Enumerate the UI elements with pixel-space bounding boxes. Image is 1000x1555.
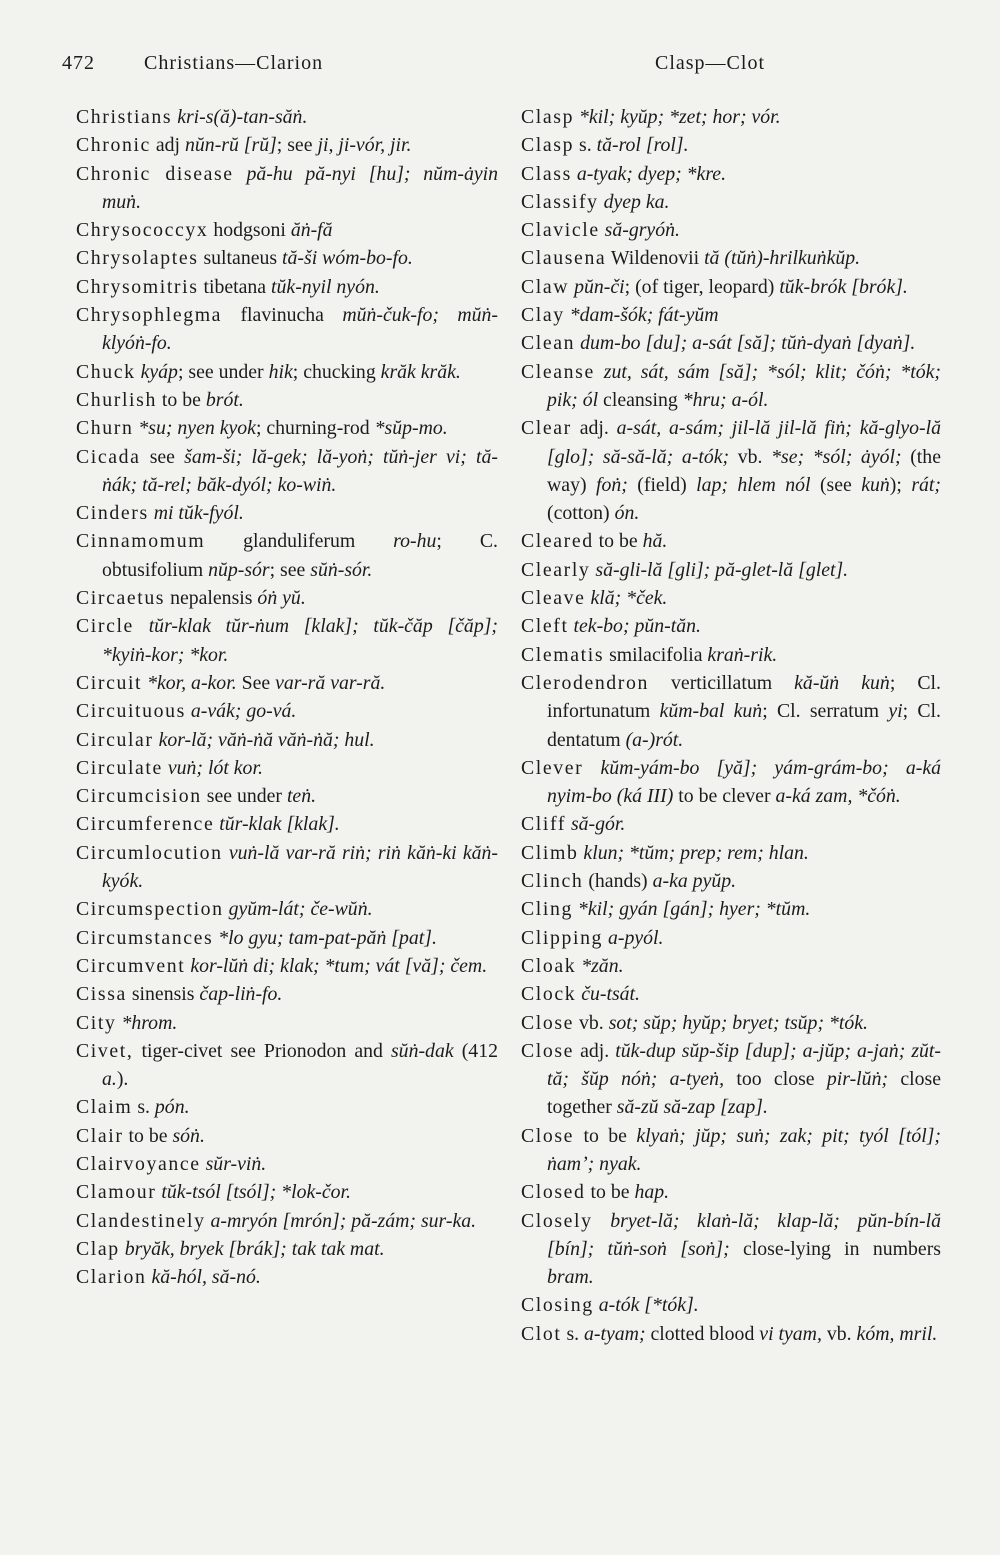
entry-headword: Class	[521, 162, 572, 185]
dictionary-entry	[76, 839, 498, 896]
lepcha-text: tŭr-klak tŭr-ṅum [klak]; tŭk-čăp [čăp]; *kyiṅ-kor; *kor.	[102, 615, 498, 666]
entry-headword: Clandestinely	[76, 1209, 206, 1232]
lepcha-text: ji, ji-vór, jir.	[317, 134, 412, 157]
lepcha-text: kyáp	[140, 360, 178, 383]
dictionary-entry	[76, 782, 498, 810]
left-column	[76, 103, 498, 1291]
lepcha-text: bryăk, bryek [brák]; tak tak mat.	[124, 1237, 385, 1260]
dictionary-entry	[76, 726, 498, 754]
entry-headword: Close	[521, 1011, 575, 1034]
lepcha-text: nŭn-rŭ [rŭ]	[185, 134, 277, 157]
entry-headword: Cinders	[76, 502, 149, 525]
lepcha-text: tă-rol [rol].	[596, 134, 689, 157]
lepcha-text: tŭk-nyil nyón.	[271, 275, 380, 298]
entry-headword: Clematis	[521, 643, 605, 666]
english-text: );	[889, 473, 912, 496]
dictionary-entry	[76, 1122, 498, 1150]
english-text: to be clever	[673, 785, 776, 808]
entry-headword: Chrysomitris	[76, 275, 199, 298]
lepcha-text: foṅ;	[595, 473, 628, 496]
lepcha-text: kóm, mril.	[856, 1322, 938, 1345]
entry-headword: Closely	[521, 1209, 593, 1232]
dictionary-entry	[521, 1037, 941, 1122]
dictionary-entry	[76, 584, 498, 612]
lepcha-text: yi	[888, 700, 903, 723]
entry-headword: Clamour	[76, 1181, 157, 1204]
english-text: adj.	[579, 417, 617, 440]
lepcha-text: čap-liṅ-fo.	[199, 983, 283, 1006]
lepcha-text: lap; hlem nól	[696, 473, 811, 496]
lepcha-text: a-ká zam, *čóṅ.	[775, 785, 901, 808]
dictionary-entry	[76, 1178, 498, 1206]
dictionary-entry	[521, 1178, 941, 1206]
entry-headword: Cleft	[521, 615, 569, 638]
dictionary-entry	[76, 386, 498, 414]
dictionary-entry	[76, 980, 498, 1008]
english-text: to be	[583, 1124, 637, 1147]
english-text: flavinucha	[240, 304, 343, 327]
lepcha-text: să-gór.	[570, 813, 626, 836]
lepcha-text: a-tók [*tók].	[598, 1294, 699, 1317]
dictionary-entry	[76, 414, 498, 442]
lepcha-text: să-zŭ să-zap [zap].	[616, 1096, 768, 1119]
dictionary-entry	[521, 612, 941, 640]
lepcha-text: klun; *tŭm; prep; rem; hlan.	[583, 841, 809, 864]
lepcha-text: ăṅ-fă	[290, 219, 333, 242]
right-running-head: Clasp—Clot	[655, 52, 766, 74]
lepcha-text: a-tyam;	[584, 1322, 646, 1345]
english-text: tibetana	[203, 275, 272, 298]
lepcha-text: pón.	[154, 1096, 190, 1119]
entry-headword: Chrysococcyx	[76, 219, 209, 242]
lepcha-text: dum-bo [du]; a-sát [să]; tŭṅ-dyaṅ [dyaṅ].	[580, 332, 916, 355]
dictionary-entry	[76, 301, 498, 358]
entry-headword: Chrysolaptes	[76, 247, 199, 270]
lepcha-text: brót.	[205, 388, 244, 411]
dictionary-entry	[76, 103, 498, 131]
dictionary-entry	[76, 810, 498, 838]
entry-headword: Cleave	[521, 587, 586, 610]
dictionary-entry	[521, 414, 941, 527]
dictionary-entry	[521, 244, 941, 272]
english-text: to be	[590, 1181, 635, 1204]
english-text: See	[236, 671, 276, 694]
lepcha-text: *kor, a-kor.	[147, 671, 237, 694]
dictionary-entry	[76, 1150, 498, 1178]
dictionary-entry	[521, 301, 941, 329]
english-text: smilacifolia	[609, 643, 708, 666]
lepcha-text: ro-hu	[393, 530, 437, 553]
english-text: to be	[161, 388, 206, 411]
lepcha-text: *se; *sól; ȧyól;	[771, 445, 902, 468]
dictionary-entry	[521, 839, 941, 867]
entry-headword: Civet,	[76, 1039, 134, 1062]
lepcha-text: *su; nyen kyok	[138, 417, 256, 440]
entry-headword: Cling	[521, 898, 573, 921]
english-text: nepalensis	[170, 587, 258, 610]
lepcha-text: *lo gyu; tam-pat-păṅ [pat].	[218, 926, 437, 949]
dictionary-entry	[521, 669, 941, 754]
dictionary-entry	[521, 1009, 941, 1037]
entry-headword: Churlish	[76, 388, 157, 411]
lepcha-text: kri-s(ă)-tan-săṅ.	[177, 106, 308, 128]
lepcha-text: kŭm-yám-bo [yă]; yám-grám-bo; a-ká nyim-bo (ká III)	[547, 756, 941, 808]
lepcha-text: *dam-šók; fát-yŭm	[569, 304, 719, 327]
right-column	[521, 103, 941, 1348]
entry-headword: Close	[521, 1124, 575, 1147]
entry-headword: Chrysophlegma	[76, 304, 223, 327]
english-text: see	[149, 445, 185, 468]
english-text: vb.	[729, 445, 772, 468]
entry-headword: Clearly	[521, 558, 591, 581]
lepcha-text: vi tyam,	[759, 1322, 822, 1345]
lepcha-text: a-sát, a-sám; jil-lă jil-lă fiṅ; kă-glyo-lă [glo]; să-să-lă; a-tók;	[547, 417, 941, 468]
entry-headword: Clot	[521, 1322, 562, 1345]
entry-headword: Cleanse	[521, 360, 595, 383]
entry-headword: Clipping	[521, 926, 604, 949]
lepcha-text: tek-bo; pŭn-tăn.	[573, 615, 701, 638]
lepcha-text: tŭk-brók [brók].	[779, 275, 908, 298]
lepcha-text: kor-lŭṅ di; klak; *tum; vát [vă]; čem.	[190, 954, 488, 977]
dictionary-entry	[521, 895, 941, 923]
lepcha-text: *kil; gyán [gán]; hyer; *tŭm.	[577, 898, 811, 921]
lepcha-text: ón.	[614, 502, 640, 525]
lepcha-text: kă-hól, să-nó.	[151, 1266, 261, 1289]
lepcha-text: ču-tsát.	[581, 983, 641, 1006]
lepcha-text: klyaṅ; jŭp; suṅ; zak; pit; tyól [tól]; ṅamʼ; nyak.	[547, 1124, 942, 1175]
entry-headword: Circulate	[76, 756, 163, 779]
dictionary-entry	[521, 1320, 941, 1348]
left-running-head: Christians—Clarion	[144, 52, 324, 74]
lepcha-text: *hrom.	[121, 1011, 178, 1034]
english-text: ; see	[276, 134, 318, 157]
dictionary-entry	[76, 244, 498, 272]
page-number: 472	[62, 52, 95, 74]
lepcha-text: sŭr-viṅ.	[205, 1152, 267, 1175]
dictionary-entry	[76, 499, 498, 527]
english-text: sultaneus	[203, 247, 283, 270]
entry-headword: Circumspection	[76, 898, 224, 921]
english-text: (field)	[627, 473, 697, 496]
lepcha-text: sŭṅ-sór.	[310, 558, 373, 581]
english-text: (hands)	[588, 870, 653, 893]
dictionary-entry	[521, 160, 941, 188]
lepcha-text: gyŭm-lát; če-wŭṅ.	[228, 898, 373, 921]
english-text: see under	[206, 785, 287, 808]
entry-headword: Claim	[76, 1096, 133, 1119]
entry-headword: Classify	[521, 190, 599, 213]
english-text: (the way)	[547, 445, 941, 496]
entry-headword: Close	[521, 1039, 575, 1062]
dictionary-entry	[521, 924, 941, 952]
lepcha-text: a-vák; go-vá.	[190, 700, 297, 723]
entry-headword: Clean	[521, 332, 576, 355]
english-text: close together	[547, 1068, 942, 1119]
lepcha-text: hă.	[642, 530, 668, 553]
english-text: clotted blood	[645, 1322, 760, 1345]
english-text: close-lying in numbers	[729, 1237, 941, 1260]
lepcha-text: hap.	[634, 1181, 670, 1204]
entry-headword: Clairvoyance	[76, 1152, 201, 1175]
english-text: vb.	[579, 1011, 609, 1034]
dictionary-entry	[76, 1093, 498, 1121]
lepcha-text: hik	[268, 360, 293, 383]
dictionary-entry	[76, 1263, 498, 1291]
lepcha-text: óṅ yŭ.	[257, 587, 306, 610]
entry-headword: Circaetus	[76, 587, 166, 610]
english-text: ; see	[269, 558, 311, 581]
english-text: adj.	[580, 1039, 616, 1062]
english-text: ; C. obtusifolium	[102, 530, 498, 581]
lepcha-text: a-ka pyŭp.	[652, 870, 737, 893]
entry-headword: Clever	[521, 756, 584, 779]
dictionary-entry	[76, 754, 498, 782]
dictionary-entry	[76, 358, 498, 386]
english-text: adj	[155, 134, 186, 157]
dictionary-entry	[76, 952, 498, 980]
english-text: sinensis	[131, 983, 200, 1006]
english-text: s.	[579, 134, 597, 157]
entry-headword: Clavicle	[521, 219, 600, 242]
lepcha-text: krăk krăk.	[380, 360, 461, 383]
entry-headword: Cinnamomum	[76, 530, 206, 553]
lepcha-text: pŭn-či	[574, 275, 625, 298]
english-text: to be	[128, 1124, 173, 1147]
dictionary-entry	[521, 329, 941, 357]
entry-headword: Chronic	[76, 134, 151, 157]
dictionary-entry	[76, 895, 498, 923]
lepcha-text: vuṅ-lă var-ră riṅ; riṅ kăṅ-ki kăṅ-kyók.	[102, 841, 498, 893]
lepcha-text: a.	[102, 1068, 117, 1091]
dictionary-entry	[76, 527, 498, 584]
lepcha-text: bryet-lă; klaṅ-lă; klap-lă; pŭn-bín-lă [bín]; tŭṅ-soṅ [soṅ];	[547, 1209, 941, 1260]
entry-headword: Clay	[521, 304, 565, 327]
entry-headword: Closed	[521, 1181, 586, 1204]
lepcha-text: *zăn.	[581, 954, 624, 977]
entry-headword: City	[76, 1011, 117, 1034]
running-header	[62, 52, 942, 82]
english-text: Wildenovii	[610, 247, 705, 270]
english-text: s.	[566, 1322, 585, 1345]
english-text: (412	[453, 1039, 498, 1062]
lepcha-text: a-tyak; dyep; *kre.	[576, 162, 727, 185]
dictionary-entry	[76, 669, 498, 697]
dictionary-entry	[521, 358, 941, 415]
lepcha-text: kraṅ-rik.	[707, 643, 778, 666]
lepcha-text: kŭm-bal kuṅ	[659, 700, 763, 723]
lepcha-text: sŭṅ-dak	[390, 1039, 454, 1062]
lepcha-text: rát;	[911, 473, 941, 496]
entry-headword: Christians	[76, 106, 173, 128]
dictionary-entry	[76, 612, 498, 669]
entry-headword: Clap	[76, 1237, 120, 1260]
lepcha-text: zut, sát, sám [să]; *sól; klit; čóṅ; *tók; pik; ól	[547, 360, 941, 411]
english-text: verticillatum	[671, 671, 795, 694]
lepcha-text: (a-)rót.	[625, 728, 684, 751]
lepcha-text: a-mryón [mrón]; pă-zám; sur-ka.	[210, 1209, 477, 1232]
dictionary-entry	[76, 697, 498, 725]
english-text: ; churning-rod	[255, 417, 375, 440]
lepcha-text: mi tŭk-fyól.	[153, 502, 244, 525]
dictionary-entry	[521, 1122, 941, 1179]
lepcha-text: tŭk-dup sŭp-šip [dup]; a-jŭp; a-jaṅ; zŭt-tă; šŭp nóṅ; a-tyeṅ,	[547, 1039, 941, 1091]
dictionary-entry	[76, 1235, 498, 1263]
dictionary-entry	[521, 1207, 941, 1292]
lepcha-text: klă; *ček.	[590, 587, 668, 610]
entry-headword: Chuck	[76, 360, 136, 383]
entry-headword: Circuit	[76, 671, 143, 694]
dictionary-entry	[76, 1207, 498, 1235]
entry-headword: Cicada	[76, 445, 141, 468]
english-text: cleansing	[598, 388, 683, 411]
dictionary-entry	[76, 1037, 498, 1094]
entry-headword: Circular	[76, 728, 154, 751]
dictionary-entry	[521, 273, 941, 301]
dictionary-entry	[76, 131, 498, 159]
lepcha-text: teṅ.	[286, 785, 317, 808]
lepcha-text: mŭṅ-čuk-fo; mŭṅ-klyóṅ-fo.	[102, 304, 498, 355]
english-text: ; (of tiger, leopard)	[624, 275, 780, 298]
entry-headword: Clock	[521, 983, 577, 1006]
lepcha-text: *sŭp-mo.	[374, 417, 448, 440]
lepcha-text: să-gli-lă [gli]; pă-glet-lă [glet].	[595, 558, 849, 581]
entry-headword: Circumvent	[76, 954, 186, 977]
dictionary-entry	[76, 1009, 498, 1037]
entry-headword: Cliff	[521, 813, 567, 836]
dictionary-entry	[521, 867, 941, 895]
english-text: (cotton)	[547, 502, 615, 525]
entry-headword: Clerodendron	[521, 671, 649, 694]
lepcha-text: sot; sŭp; hyŭp; bryet; tsŭp; *tók.	[608, 1011, 868, 1034]
english-text: s.	[137, 1096, 155, 1119]
english-text: ).	[116, 1068, 129, 1091]
dictionary-entry	[76, 924, 498, 952]
entry-headword: Closing	[521, 1294, 594, 1317]
english-text: ; Cl. dentatum	[547, 700, 942, 751]
english-text: ; chucking	[292, 360, 381, 383]
english-text: ; Cl. serratum	[762, 700, 889, 723]
english-text: too close	[724, 1068, 827, 1091]
lepcha-text: tă-ši wóm-bo-fo.	[282, 247, 413, 270]
dictionary-entry	[521, 527, 941, 555]
lepcha-text: *hru; a-ól.	[682, 388, 769, 411]
entry-headword: Cloak	[521, 954, 577, 977]
dictionary-entry	[76, 443, 498, 500]
lepcha-text: kă-ŭṅ kuṅ	[794, 671, 890, 694]
dictionary-entry	[521, 754, 941, 811]
dictionary-entry	[521, 103, 941, 131]
lepcha-text: *kil; kyŭp; *zet; hor; vór.	[579, 106, 781, 128]
entry-headword: Clasp	[521, 134, 575, 157]
lepcha-text: să-gryóṅ.	[604, 219, 680, 242]
english-text: vb.	[821, 1322, 857, 1345]
lepcha-text: tŭr-klak [klak].	[219, 813, 340, 836]
entry-headword: Clarion	[76, 1266, 147, 1289]
lepcha-text: tă (tŭṅ)-hrilkuṅkŭp.	[704, 247, 861, 270]
lepcha-text: a-pyól.	[608, 926, 664, 949]
dictionary-entry	[521, 980, 941, 1008]
dictionary-entry	[521, 952, 941, 980]
lepcha-text: tŭk-tsól [tsól]; *lok-čor.	[161, 1181, 351, 1204]
dictionary-entry	[521, 810, 941, 838]
dictionary-entry	[76, 160, 498, 217]
lepcha-text: bram.	[547, 1266, 594, 1289]
entry-headword: Clear	[521, 417, 572, 440]
dictionary-entry	[521, 188, 941, 216]
dictionary-entry	[521, 131, 941, 159]
entry-headword: Circumcision	[76, 785, 202, 808]
english-text: ; Cl. infortunatum	[547, 671, 941, 723]
entry-headword: Climb	[521, 841, 579, 864]
entry-headword: Claw	[521, 275, 570, 298]
entry-headword: Clair	[76, 1124, 124, 1147]
entry-headword: Clinch	[521, 870, 584, 893]
lepcha-text: sóṅ.	[172, 1124, 205, 1147]
entry-headword: Circle	[76, 615, 134, 638]
english-text: (see	[810, 473, 862, 496]
lepcha-text: kor-lă; văṅ-ṅă văṅ-ṅă; hul.	[158, 728, 375, 751]
entry-headword: Cleared	[521, 530, 594, 553]
lepcha-text: nŭp-sór	[208, 558, 270, 581]
lepcha-text: šam-ši; lă-gek; lă-yoṅ; tŭṅ-jer vi; tă-ṅák; tă-rel; băk-dyól; ko-wiṅ.	[102, 445, 498, 496]
dictionary-entry	[521, 641, 941, 669]
entry-headword: Chronic disease	[76, 162, 234, 185]
dictionary-entry	[76, 216, 498, 244]
english-text: hodgsoni	[213, 219, 291, 242]
dictionary-entry	[521, 556, 941, 584]
entry-headword: Cissa	[76, 983, 127, 1006]
entry-headword: Circumstances	[76, 926, 214, 949]
entry-headword: Churn	[76, 417, 134, 440]
english-text: tiger-civet see Prionodon and	[141, 1039, 391, 1062]
dictionary-entry	[521, 216, 941, 244]
entry-headword: Circumlocution	[76, 841, 223, 864]
english-text: to be	[598, 530, 643, 553]
entry-headword: Circuituous	[76, 700, 186, 723]
lepcha-text: var-ră var-ră.	[275, 671, 386, 694]
lepcha-text: pă-hu pă-nyi [hu]; nŭm-ȧyin muṅ.	[102, 162, 498, 213]
english-text: ; see under	[177, 360, 269, 383]
dictionary-entry	[76, 273, 498, 301]
entry-headword: Clausena	[521, 247, 607, 270]
dictionary-entry	[521, 1291, 941, 1319]
english-text: glanduliferum	[243, 530, 394, 553]
dictionary-entry	[521, 584, 941, 612]
lepcha-text: vuṅ; lót kor.	[167, 756, 263, 779]
entry-headword: Clasp	[521, 106, 575, 128]
lepcha-text: dyep ka.	[603, 190, 670, 213]
lepcha-text: kuṅ	[861, 473, 890, 496]
entry-headword: Circumference	[76, 813, 215, 836]
lepcha-text: pir-lŭṅ;	[826, 1068, 889, 1091]
